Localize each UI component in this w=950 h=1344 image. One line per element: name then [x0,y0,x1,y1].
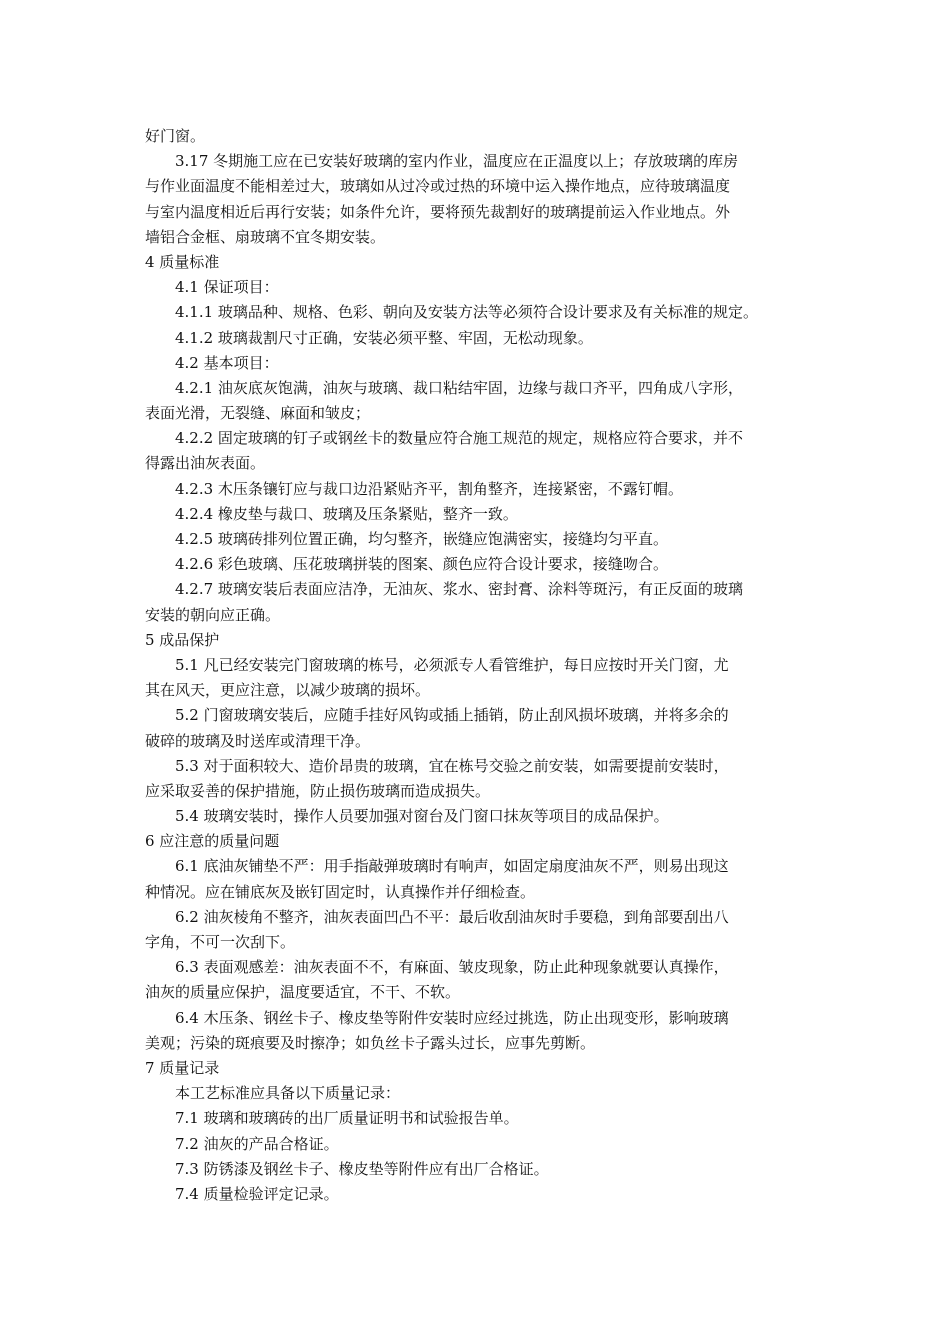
text-line: 5.2 门窗玻璃安装后，应随手挂好风钩或插上插销，防止刮风损坏玻璃，并将多余的 [175,706,729,725]
text-line: 与室内温度相近后再行安装；如条件允许，要将预先裁割好的玻璃提前运入作业地点。外 [145,202,731,221]
text-line: 7.1 玻璃和玻璃砖的出厂质量证明书和试验报告单。 [175,1109,519,1128]
text-line: 6.3 表面观感差：油灰表面不不，有麻面、皱皮现象，防止此种现象就要认真操作， [175,958,729,977]
text-line: 7 质量记录 [145,1058,220,1077]
text-line: 3.17 冬期施工应在已安装好玻璃的室内作业，温度应在正温度以上；存放玻璃的库房 [175,152,739,171]
text-line: 4.1.1 玻璃品种、规格、色彩、朝向及安装方法等必须符合设计要求及有关标准的规定。 [175,303,758,322]
text-line: 好门窗。 [145,127,206,145]
text-line: 5.1 凡已经安装完门窗玻璃的栋号，必须派专人看管维护，每日应按时开关门窗，尤 [175,655,729,674]
text-line: 6.2 油灰棱角不整齐，油灰表面凹凸不平：最后收刮油灰时手要稳，到角部要刮出八 [175,907,729,926]
text-line: 表面光滑，无裂缝、麻面和皱皮； [145,404,371,423]
text-line: 5.3 对于面积较大、造价昂贵的玻璃，宜在栋号交验之前安装，如需要提前安装时， [175,756,729,775]
text-line: 5.4 玻璃安装时，操作人员要加强对窗台及门窗口抹灰等项目的成品保护。 [175,807,669,826]
text-line: 美观；污染的斑痕要及时擦净；如负丝卡子露头过长，应事先剪断。 [145,1033,596,1052]
text-line: 7.2 油灰的产品合格证。 [175,1134,339,1153]
text-line: 4 质量标准 [145,252,220,271]
text-line: 4.2.7 玻璃安装后表面应洁净，无油灰、浆水、密封膏、涂料等斑污，有正反面的玻璃 [175,580,743,599]
text-line: 4.2.1 油灰底灰饱满，油灰与玻璃、裁口粘结牢固，边缘与裁口齐平，四角成八字形， [175,378,743,397]
text-line: 其在风天，更应注意，以减少玻璃的损坏。 [145,681,431,700]
text-line: 4.2.4 橡皮垫与裁口、玻璃及压条紧贴，整齐一致。 [175,504,518,523]
text-line: 6.4 木压条、钢丝卡子、橡皮垫等附件安装时应经过挑选，防止出现变形，影响玻璃 [175,1008,729,1027]
text-line: 破碎的玻璃及时送库或清理干净。 [145,731,371,750]
text-line: 6 应注意的质量问题 [145,832,280,851]
text-line: 7.4 质量检验评定记录。 [175,1184,339,1203]
text-line: 应采取妥善的保护措施，防止损伤玻璃而造成损失。 [145,781,491,800]
text-line: 5 成品保护 [145,630,220,649]
text-line: 4.1 保证项目： [175,278,279,297]
text-line: 6.1 底油灰铺垫不严：用手指敲弹玻璃时有响声，如固定扇度油灰不严，则易出现这 [175,857,729,876]
text-line: 本工艺标准应具备以下质量记录： [175,1084,401,1103]
text-line: 4.1.2 玻璃裁割尺寸正确，安装必须平整、牢固，无松动现象。 [175,328,593,347]
text-line: 种情况。应在铺底灰及嵌钉固定时，认真操作并仔细检查。 [145,882,536,901]
text-line: 得露出油灰表面。 [145,454,266,473]
text-line: 与作业面温度不能相差过大，玻璃如从过冷或过热的环境中运入操作地点，应待玻璃温度 [145,177,731,196]
text-line: 油灰的质量应保护，温度要适宜，不干、不软。 [145,983,461,1002]
text-line: 4.2.6 彩色玻璃、压花玻璃拼装的图案、颜色应符合设计要求，接缝吻合。 [175,555,668,574]
text-line: 4.2.3 木压条镶钉应与裁口边沿紧贴齐平，割角整齐，连接紧密，不露钉帽。 [175,479,683,498]
text-line: 4.2.5 玻璃砖排列位置正确，均匀整齐，嵌缝应饱满密实，接缝均匀平直。 [175,530,668,548]
text-line: 安装的朝向应正确。 [145,605,281,624]
text-line: 4.2.2 固定玻璃的钉子或钢丝卡的数量应符合施工规范的规定，规格应符合要求，并不 [175,429,743,448]
text-line: 字角，不可一次刮下。 [145,933,296,951]
text-line: 墙铝合金框、扇玻璃不宜冬期安装。 [145,227,386,246]
document-body [145,124,813,1207]
text-line: 7.3 防锈漆及钢丝卡子、橡皮垫等附件应有出厂合格证。 [175,1159,549,1178]
text-line: 4.2 基本项目： [175,353,279,372]
